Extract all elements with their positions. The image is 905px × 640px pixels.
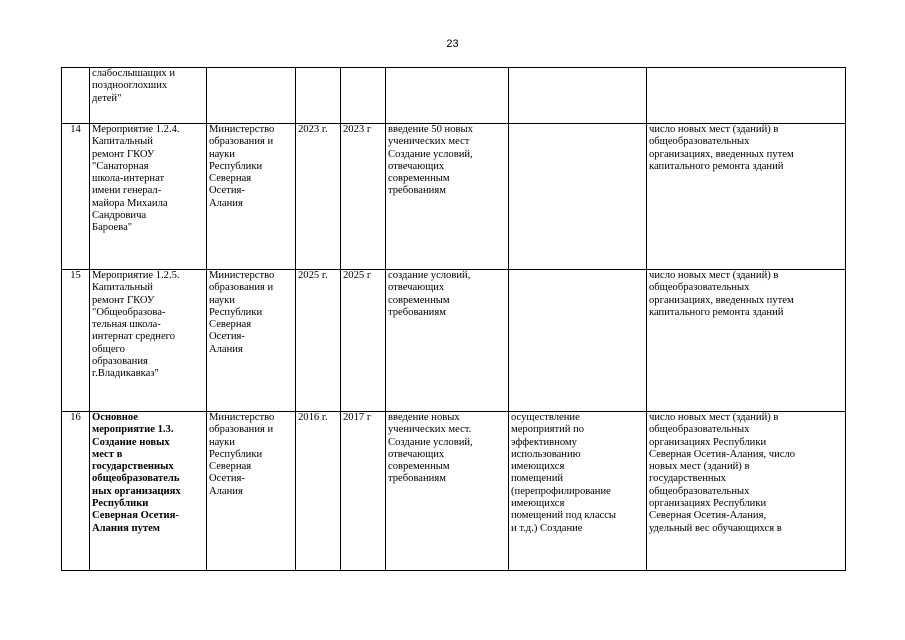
event-name: Мероприятие 1.2.5. Капитальный ремонт ГКОУ "Общеобразова- тельная школа- интернат среднего общего образования г.Владикавказ" xyxy=(90,270,207,412)
expected-result xyxy=(386,68,509,124)
event-name: Мероприятие 1.2.4. Капитальный ремонт ГКОУ "Санаторная школа-интернат имени генерал- майора Михаила Сандровича Бароева" xyxy=(90,124,207,270)
indicator: число новых мест (зданий) в общеобразовательных организациях Республики Северная Осетия-Алания, число новых мест (зданий) в государственных общеобразовательных организациях Республики Северная Осетия-Алания, удельный вес обучающихся в xyxy=(647,412,846,571)
executor xyxy=(207,68,296,124)
row-number: 15 xyxy=(62,270,90,412)
risks xyxy=(509,68,647,124)
row-number: 14 xyxy=(62,124,90,270)
start-year: 2023 г. xyxy=(296,124,341,270)
executor: Министерство образования и науки Республики Северная Осетия- Алания xyxy=(207,412,296,571)
expected-result: введение новых ученических мест. Создание условий, отвечающих современным требованиям xyxy=(386,412,509,571)
start-year: 2016 г. xyxy=(296,412,341,571)
table-row xyxy=(62,412,846,571)
risks xyxy=(509,124,647,270)
program-events-table xyxy=(61,67,846,571)
end-year: 2023 г xyxy=(341,124,386,270)
event-name: слабослышащих и позднооглохших детей" xyxy=(90,68,207,124)
risks: осуществление мероприятий по эффективному использованию имеющихся помещений (перепрофилирование имеющихся помещений под классы и т.д.) Создание xyxy=(509,412,647,571)
event-name: Основное мероприятие 1.3. Создание новых мест в государственных общеобразователь ных организациях Республики Северная Осетия- Алания путем xyxy=(90,412,207,571)
end-year: 2017 г xyxy=(341,412,386,571)
indicator xyxy=(647,68,846,124)
start-year xyxy=(296,68,341,124)
indicator: число новых мест (зданий) в общеобразовательных организациях, введенных путем капитального ремонта зданий xyxy=(647,124,846,270)
expected-result: создание условий, отвечающих современным требованиям xyxy=(386,270,509,412)
row-number xyxy=(62,68,90,124)
row-number: 16 xyxy=(62,412,90,571)
start-year: 2025 г. xyxy=(296,270,341,412)
table-row xyxy=(62,124,846,270)
table-row xyxy=(62,270,846,412)
end-year xyxy=(341,68,386,124)
risks xyxy=(509,270,647,412)
executor: Министерство образования и науки Республики Северная Осетия- Алания xyxy=(207,270,296,412)
end-year: 2025 г xyxy=(341,270,386,412)
table-row xyxy=(62,68,846,124)
indicator: число новых мест (зданий) в общеобразовательных организациях, введенных путем капитального ремонта зданий xyxy=(647,270,846,412)
expected-result: введение 50 новых ученических мест Создание условий, отвечающих современным требованиям xyxy=(386,124,509,270)
page-number: 23 xyxy=(446,38,459,50)
executor: Министерство образования и науки Республики Северная Осетия- Алания xyxy=(207,124,296,270)
